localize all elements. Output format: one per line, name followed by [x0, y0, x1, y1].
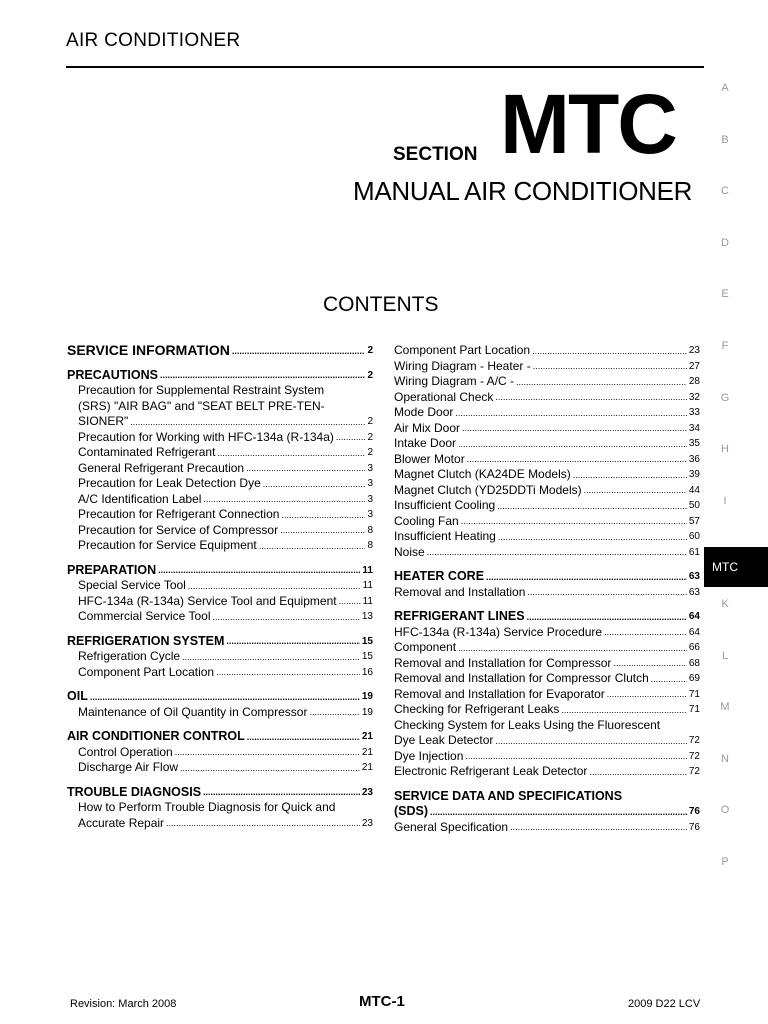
toc-page-number: 3 [367, 509, 373, 520]
toc-entry[interactable] [394, 498, 700, 514]
toc-leader-dots [532, 344, 687, 359]
toc-page-number: 21 [361, 746, 373, 758]
toc-entry-text[interactable]: SERVICE DATA AND SPECIFICATIONS [394, 788, 623, 803]
toc-heading[interactable] [67, 343, 373, 359]
side-index-letter[interactable]: F [721, 340, 729, 352]
toc-page-number: 19 [361, 706, 373, 718]
toc-page-number: 2 [367, 431, 373, 443]
toc-entry-title: Refrigeration Cycle [78, 649, 181, 663]
toc-entry-title: Component Part Location [394, 343, 531, 357]
toc-leader-dots [584, 483, 687, 498]
toc-entry[interactable] [67, 430, 373, 446]
toc-entry[interactable] [67, 578, 373, 594]
toc-entry[interactable] [67, 745, 373, 761]
toc-page-number: 21 [361, 731, 373, 742]
toc-entry[interactable] [394, 733, 700, 749]
toc-entry-title: Commercial Service Tool [78, 609, 211, 623]
toc-entry-title: Insufficient Cooling [394, 498, 496, 512]
side-index-letter[interactable]: H [721, 443, 729, 456]
toc-entry-title: (SDS) [394, 804, 429, 818]
toc-page-number: 16 [361, 666, 373, 678]
toc-leader-dots [246, 461, 365, 476]
toc-entry-title: Precaution for Service Equipment [78, 538, 257, 552]
toc-page-number: 11 [362, 564, 373, 576]
toc-entry[interactable] [67, 461, 373, 477]
toc-page-number: 34 [688, 422, 700, 434]
toc-entry-title: Contaminated Refrigerant [78, 445, 216, 459]
toc-entry[interactable] [394, 764, 700, 780]
toc-leader-dots [495, 734, 686, 749]
side-index-letter[interactable]: N [721, 752, 729, 765]
toc-entry[interactable] [394, 514, 700, 530]
toc-entry-title: HEATER CORE [394, 569, 485, 583]
toc-heading[interactable] [67, 563, 373, 579]
toc-page-number: 23 [361, 817, 373, 829]
toc-leader-dots [309, 705, 359, 720]
toc-page-number: 72 [688, 766, 700, 777]
toc-entry[interactable] [394, 452, 700, 468]
toc-entry-title: General Specification [394, 819, 509, 834]
toc-leader-dots [589, 765, 686, 780]
toc-leader-dots [130, 415, 365, 430]
side-index-letter[interactable]: E [721, 288, 729, 301]
toc-entry[interactable] [394, 359, 700, 375]
toc-entry[interactable] [67, 816, 373, 832]
toc-leader-dots [281, 508, 365, 523]
toc-page-number: 66 [688, 642, 700, 653]
toc-entry[interactable] [394, 585, 700, 601]
toc-entry[interactable] [67, 538, 373, 554]
toc-leader-dots [533, 359, 687, 374]
toc-entry-title: Precaution for Working with HFC-134a (R-134a) [78, 429, 334, 444]
toc-entry[interactable] [394, 467, 700, 483]
side-index-letter[interactable]: A [721, 82, 729, 94]
toc-entry-title: Operational Check [394, 389, 494, 404]
toc-entry[interactable] [67, 445, 373, 461]
toc-entry-title: Insufficient Heating [394, 529, 496, 543]
toc-leader-dots [604, 625, 687, 640]
toc-leader-dots [336, 430, 366, 445]
toc-entry-title: Mode Door [394, 405, 454, 419]
toc-leader-dots [527, 610, 687, 625]
toc-leader-dots [498, 530, 687, 545]
toc-entry[interactable] [67, 594, 373, 610]
toc-page-number: 60 [688, 531, 700, 542]
toc-page-number: 8 [367, 524, 373, 536]
toc-leader-dots [510, 820, 687, 835]
toc-page-number: 39 [688, 469, 700, 480]
toc-heading[interactable] [67, 368, 373, 384]
toc-leader-dots [430, 805, 687, 820]
toc-leader-dots [339, 594, 361, 609]
toc-page-number: 72 [688, 735, 700, 746]
toc-page-number: 15 [361, 651, 373, 662]
toc-entry-title: Precaution for Refrigerant Connection [78, 507, 280, 521]
toc-page-number: 76 [688, 821, 700, 833]
toc-page-number: 61 [688, 546, 700, 558]
toc-leader-dots [247, 730, 360, 745]
header-title: AIR CONDITIONER [66, 30, 241, 51]
toc-page-number: 15 [361, 635, 373, 647]
toc-leader-dots [263, 477, 366, 492]
toc-entry-title: OIL [67, 689, 88, 703]
toc-page-number: 71 [688, 688, 700, 700]
toc-entry[interactable] [67, 665, 373, 681]
toc-entry[interactable] [394, 483, 700, 499]
toc-entry[interactable] [394, 405, 700, 421]
toc-leader-dots [458, 437, 687, 452]
toc-heading[interactable] [67, 689, 373, 705]
toc-page-number: 72 [688, 750, 700, 762]
toc-leader-dots [203, 492, 365, 507]
toc-page-number: 64 [688, 611, 700, 622]
toc-leader-dots [462, 421, 687, 436]
toc-entry-title: A/C Identification Label [78, 491, 202, 506]
toc-entry-title: Accurate Repair [78, 815, 165, 830]
toc-page-number: 2 [367, 447, 373, 458]
toc-heading[interactable] [67, 785, 373, 801]
toc-page-number: 28 [688, 376, 700, 387]
toc-entry-title: Blower Motor [394, 451, 465, 466]
toc-entry-title: Air Mix Door [394, 420, 461, 435]
toc-entry-title: HFC-134a (R-134a) Service Procedure [394, 624, 603, 639]
toc-leader-dots [259, 539, 366, 554]
toc-leader-dots [651, 672, 687, 687]
toc-entry-title: Discharge Air Flow [78, 760, 179, 774]
toc-entry-title: Maintenance of Oil Quantity in Compressor [78, 704, 308, 719]
section-label: SECTION [393, 144, 478, 165]
toc-page-number: 64 [688, 626, 700, 638]
toc-entry-title: Removal and Installation for Compressor Clutch [394, 671, 649, 685]
side-index-letter[interactable]: B [721, 133, 729, 146]
toc-page-number: 23 [361, 786, 373, 798]
toc-leader-dots [90, 690, 360, 705]
toc-page-number: 21 [361, 762, 373, 773]
toc-entry[interactable] [67, 476, 373, 492]
toc-page-number: 68 [688, 657, 700, 669]
toc-leader-dots [232, 344, 366, 359]
side-index-letter[interactable]: D [721, 236, 729, 249]
toc-entry[interactable] [394, 545, 700, 561]
toc-heading[interactable] [67, 634, 373, 650]
toc-entry-title: Precaution for Leak Detection Dye [78, 476, 261, 490]
toc-entry-title: Checking for Refrigerant Leaks [394, 702, 560, 716]
toc-entry[interactable] [394, 374, 700, 390]
footer-page-number: MTC-1 [359, 993, 405, 1010]
toc-page-number: 19 [361, 691, 373, 702]
toc-page-number: 63 [688, 571, 700, 582]
toc-page-number: 3 [367, 462, 373, 474]
toc-entry[interactable] [67, 492, 373, 508]
toc-entry[interactable] [67, 507, 373, 523]
toc-page-number: 71 [688, 704, 700, 715]
toc-leader-dots [573, 468, 687, 483]
toc-left-column [67, 343, 373, 831]
toc-entry[interactable] [394, 529, 700, 545]
toc-entry[interactable] [394, 343, 700, 359]
toc-entry-title: REFRIGERANT LINES [394, 609, 525, 623]
side-index-letter[interactable]: I [723, 494, 727, 507]
toc-entry[interactable] [394, 687, 700, 703]
toc-leader-dots [613, 656, 686, 671]
toc-page-number: 13 [361, 611, 373, 622]
toc-entry-title: Dye Leak Detector [394, 733, 494, 747]
toc-entry[interactable] [67, 760, 373, 776]
toc-entry[interactable] [67, 414, 373, 430]
toc-leader-dots [188, 579, 361, 594]
toc-entry-title: Special Service Tool [78, 578, 186, 592]
toc-entry[interactable] [394, 640, 700, 656]
toc-heading[interactable] [394, 804, 700, 820]
toc-entry-title: AIR CONDITIONER CONTROL [67, 729, 245, 743]
toc-entry[interactable] [394, 625, 700, 641]
toc-entry[interactable] [394, 390, 700, 406]
toc-leader-dots [497, 499, 687, 514]
toc-entry-title: Component [394, 640, 457, 654]
toc-entry-text[interactable]: (SRS) "AIR BAG" and "SEAT BELT PRE-TEN- [78, 398, 325, 413]
toc-page-number: 35 [688, 438, 700, 449]
toc-page-number: 32 [688, 391, 700, 403]
toc-leader-dots [427, 545, 687, 560]
toc-entry-title: PRECAUTIONS [67, 367, 158, 382]
toc-entry-title: Cooling Fan [394, 513, 459, 528]
toc-leader-dots [561, 703, 686, 718]
toc-leader-dots [180, 761, 360, 776]
toc-entry[interactable] [394, 820, 700, 836]
toc-heading[interactable] [67, 729, 373, 745]
toc-leader-dots [175, 745, 360, 760]
toc-page-number: 8 [367, 540, 373, 551]
toc-heading[interactable] [394, 609, 700, 625]
footer-model: 2009 D22 LCV [628, 998, 701, 1010]
side-index-tab-active[interactable]: MTC [704, 547, 768, 587]
toc-entry-text[interactable]: Checking System for Leaks Using the Fluorescent [394, 717, 661, 732]
toc-entry-title: Magnet Clutch (YD25DDTi Models) [394, 482, 582, 497]
toc-entry-title: Magnet Clutch (KA24DE Models) [394, 467, 571, 481]
toc-entry-title: Dye Injection [394, 748, 464, 763]
side-index-letter[interactable]: P [721, 856, 729, 868]
contents-title: CONTENTS [323, 293, 439, 316]
toc-leader-dots [455, 406, 687, 421]
toc-leader-dots [216, 665, 360, 680]
toc-entry[interactable] [394, 436, 700, 452]
section-code: MTC [500, 77, 676, 171]
toc-leader-dots [160, 368, 365, 383]
toc-entry-title: Precaution for Service of Compressor [78, 522, 279, 537]
toc-page-number: 33 [688, 407, 700, 418]
toc-page-number: 76 [688, 806, 700, 817]
toc-entry-title: TROUBLE DIAGNOSIS [67, 784, 202, 799]
toc-entry[interactable] [394, 656, 700, 672]
header-rule [66, 66, 704, 68]
toc-page-number: 36 [688, 453, 700, 465]
toc-entry-title: REFRIGERATION SYSTEM [67, 633, 225, 648]
side-index-letter[interactable]: K [721, 598, 729, 610]
toc-entry[interactable] [67, 609, 373, 625]
toc-entry-title: SIONER" [78, 414, 129, 428]
toc-leader-dots [516, 375, 687, 390]
toc-entry-text[interactable]: Precaution for Supplemental Restraint System [78, 383, 325, 397]
toc-entry[interactable] [67, 705, 373, 721]
toc-leader-dots [458, 641, 687, 656]
toc-entry[interactable] [394, 749, 700, 765]
toc-entry-title: Intake Door [394, 436, 457, 450]
toc-page-number: 3 [367, 478, 373, 489]
toc-page-number: 3 [367, 493, 373, 505]
toc-entry-title: Electronic Refrigerant Leak Detector [394, 764, 588, 778]
toc-leader-dots [607, 687, 687, 702]
toc-entry-title: Component Part Location [78, 664, 215, 679]
toc-right-column [394, 343, 700, 835]
toc-entry-title: Removal and Installation for Evaporator [394, 686, 605, 701]
side-index-letter[interactable]: M [720, 701, 730, 714]
toc-page-number: 27 [688, 360, 700, 372]
toc-leader-dots [461, 514, 687, 529]
toc-page-number: 50 [688, 500, 700, 511]
toc-leader-dots [465, 749, 687, 764]
toc-page-number: 11 [362, 595, 373, 607]
toc-page-number: 2 [367, 345, 373, 356]
toc-entry-title: Removal and Installation for Compressor [394, 655, 612, 670]
toc-page-number: 11 [362, 580, 373, 591]
toc-leader-dots [158, 563, 360, 578]
toc-page-number: 57 [688, 515, 700, 527]
toc-entry-text[interactable]: How to Perform Trouble Diagnosis for Quick and [78, 800, 336, 814]
toc-entry-title: PREPARATION [67, 562, 157, 577]
side-index-letter[interactable]: C [721, 185, 729, 198]
toc-entry-title: Noise [394, 544, 425, 559]
toc-page-number: 44 [688, 484, 700, 496]
side-index-letter[interactable]: O [720, 804, 730, 817]
toc-entry-title: SERVICE INFORMATION [67, 342, 230, 358]
toc-entry-title: Wiring Diagram - A/C - [394, 374, 515, 388]
toc-entry-title: Control Operation [78, 744, 173, 759]
toc-entry[interactable] [394, 421, 700, 437]
section-name: MANUAL AIR CONDITIONER [353, 176, 693, 206]
toc-entry-title: Removal and Installation [394, 584, 526, 599]
toc-entry[interactable] [394, 702, 700, 718]
toc-entry-title: General Refrigerant Precaution [78, 460, 245, 475]
toc-leader-dots [217, 446, 365, 461]
toc-page-number: 69 [688, 673, 700, 684]
toc-entry[interactable] [67, 523, 373, 539]
toc-leader-dots [203, 785, 360, 800]
toc-leader-dots [527, 585, 686, 600]
side-index-letter[interactable]: L [721, 649, 729, 662]
toc-entry-title: Wiring Diagram - Heater - [394, 358, 531, 373]
toc-page-number: 63 [688, 586, 700, 598]
toc-leader-dots [467, 452, 687, 467]
toc-entry[interactable] [394, 671, 700, 687]
toc-leader-dots [486, 570, 687, 585]
toc-leader-dots [213, 610, 360, 625]
toc-leader-dots [495, 390, 686, 405]
toc-leader-dots [166, 816, 360, 831]
toc-entry[interactable] [67, 649, 373, 665]
footer-revision: Revision: March 2008 [70, 998, 177, 1010]
toc-entry-title: HFC-134a (R-134a) Service Tool and Equipment [78, 593, 337, 608]
toc-page-number: 2 [367, 369, 373, 381]
toc-page-number: 2 [367, 416, 373, 427]
toc-leader-dots [280, 523, 365, 538]
side-index-letter[interactable]: G [720, 391, 730, 404]
toc-page-number: 23 [688, 345, 700, 356]
toc-leader-dots [182, 650, 360, 665]
toc-leader-dots [226, 634, 359, 649]
toc-heading[interactable] [394, 569, 700, 585]
